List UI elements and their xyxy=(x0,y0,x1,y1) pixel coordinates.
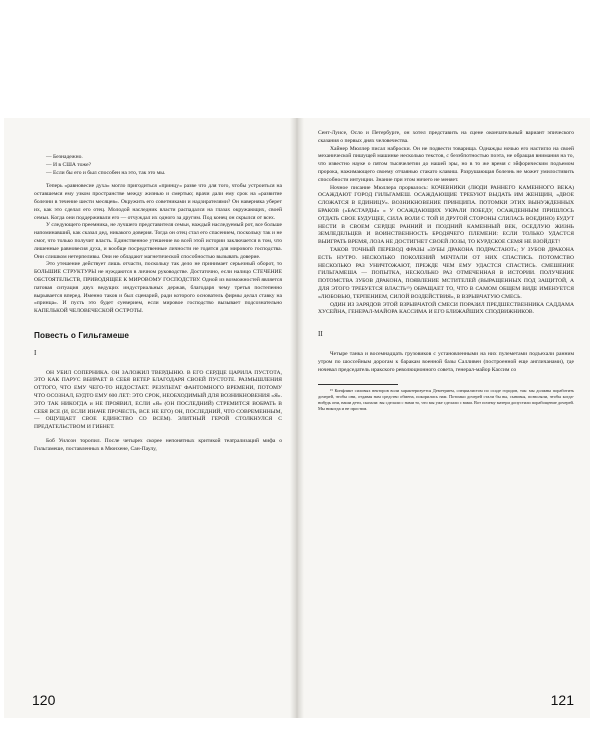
dialogue-line: — Если бы его и был способен на это, так это мы. xyxy=(46,169,166,176)
body-paragraph: ОДИН ИЗ ЗАРЯДОВ ЭТОЙ ВЗРЫВЧАТОЙ СМЕСИ ПОРАЗИЛ ПРЕДШЕСТВЕННИКА САДДАМА ХУСЕЙНА, ГЕНЕРАЛ-МАЙОРА КАССИМА И ЕГО БЛИЖАЙШИХ СПОДВИЖНИКОВ. xyxy=(318,301,574,316)
body-paragraph: Хайнер Мюллер писал наброски. Он не подвести товарища. Однажды ночью его настигло на своей механической пишущей машинке несколько текстов, с безэбпотностью поэта, не обращая внимания на то, что известно науке о пятом тысячелетии до нашей эры, но в то же время с эйфорическим подъемом пророка, нажимающего своему отчаянью стакато клавиш. Разрушающая болезнь не может умилостивить способности интуиции. Знание при этом ничего не меняет. xyxy=(318,145,574,183)
section-heading: Повесть о Гильгамеше xyxy=(34,330,130,340)
body-paragraph: Боб Уилсон торопил. После четырех скорее непонятных критикой театрализаций мифа о Гильгамеше, поставленных в Мюнхене, Сан-Паулу, xyxy=(34,437,282,452)
page-number: 120 xyxy=(32,692,56,708)
body-paragraph: Теперь «равновесие духа» могло пригодиться «принцу» разве что для того, чтобы устроиться на оставшемся ему узком пространстве между жизнью и смертью; врачи дали ему срок на «развитие болезни в течение шести месяцев». Окружить его советниками и надзирателями? Он наверняка уберет их, как это сделал его отец. Молодой наследник власти распадался на глазах окружающих, своей семьи. Когда они поддерживали его — отчуждал их одного за другим. Под конец он скрылся от всех. xyxy=(34,183,282,221)
footnote-rule xyxy=(318,384,398,385)
body-paragraph: Ночное писание Мюллера прорвалось: КОЧЕВНИКИ (ЛЮДИ РАННЕГО КАМЕННОГО ВЕКА) ОСАЖДАЮТ ГОРОД ГИЛЬГАМЕШ. ОСАЖДАЮЩИЕ ТРЕБУЮТ ВЫДАТЬ ИМ ЖЕНЩИН, «ДВОЕ СЛОЖАТСЯ В ЕДИНИЦУ». ВОЗНИКНОВЕНИЕ ПРИНЦИПА. ПОТОМКИ ЭТИХ ВЫНУЖДЕННЫХ БРАКОВ («БАСТАРДЫ» » У ОСАЖДАЮЩИХ УКРАЛИ ПОБЕДУ, ОСАЖДЕННЫМ ПРИШЛОСЬ ОТДАТЬ СВОЕ БУДУЩЕЕ, СИЛА ВОЛИ С ТОЙ И ДРУГОЙ СТОРОНЫ СЛИЛАСЬ ВОЕДИНО) БУДУТ НЕСТИ В СВОЕМ СЕРДЦЕ РАННИЙ И ПОЗДНИЙ КАМЕННЫЙ ВЕК, ОСЕДЛУЮ ЖИЗНЬ ЗЕМЛЕДЕЛЬЦЕВ И ВОИНСТВЕННОСТЬ БРОДЯЧЕГО ПЛЕМЕНИ: ЕСЛИ ТОЛЬКО УДАСТСЯ ВЫИГРАТЬ ВРЕМЯ, ЛОЗА НЕ ДОСТИГНЕТ СВОЕЙ ЛОЗЫ, ТО КУРДСКОЕ СЕМЯ НЕ ВЗОЙДЕТ! xyxy=(318,184,574,246)
body-paragraph: ТАКОВ ТОЧНЫЙ ПЕРЕВОД ФРАЗЫ «ЗУБЫ ДРАКОНА ПОДРАСТАЮТ»; У ЗУБОВ ДРАКОНА ЕСТЬ НУТРО. НЕСКОЛЬКО ПОКОЛЕНИЙ МЕЧТАЛИ ОТ НИХ СПАСТИСЬ. ПОТОМСТВО НЕСКОЛЬКО РАЗ УНИЧТОЖАЮТ, ПРЕЖДЕ ЧЕМ ЕМУ УДАСТСЯ СПАСТИСЬ. СМЕШЕНИЕ ГИЛЬГАМЕША — ПОПЫТКА, НЕСКОЛЬКО РАЗ ОТМЕЧЕННАЯ В ИСТОРИИ. ПОЛУЧЕНИЕ ПОТОМСТВА ЗУБОВ ДРАКОНА, ПОЯВЛЕНИЕ МСТИТЕЛЕЙ (ВЫРАЩЕННЫХ ПОД ЗАЩИТОЙ, А ДЛЯ ЭТОГО ТРЕБУЕТСЯ ВЛАСТЬ¹⁵) ОБРАЩАЕТ ТО, ЧТО В САМОМ ОБЩЕМ ВИДЕ ИМЕНУЕТСЯ «ЛЮБОВЬЮ, ТЕРПЕНИЕМ, СИЛОЙ ВОЗДЕЙСТВИЯ», В ВЗРЫВЧАТУЮ СМЕСЬ. xyxy=(318,246,574,300)
dialogue-line: — Безнадежно. xyxy=(46,154,83,160)
body-paragraph: Это утешение действует лишь отчасти, поскольку так дело не принимает серьезный оборот, то БОЛЬШИЕ СТРУКТУРЫ не нуждаются в личном руководстве. Достаточно, если налицо СТЕЧЕНИЕ ОБСТОЯТЕЛЬСТВ, ПРИВОДЯЩЕЕ К МИРОВОМУ ГОСПОДСТВУ. Одной из возможностей является патовая ситуация двух ведущих индустриальных держав, благодаря чему третья постепенно вырывается вперед. Именно таков и был сценарий, ради которого основатель фирмы делал ставку на «принца». И пусть это будет суеверием, если мировое господство вызывает подсознательно КАПЕЛЬКОЙ ЧЕЛОВЕЧЕСКОЙ ОСТРОТЫ. xyxy=(34,261,282,315)
footnote: ¹⁵ Конфликт силовых векторов воли характеризуется Деметрием, специалистом по осаде городов, так: мы должны поработить дочерей, чтобы они, отдавая нам средство обмена, покорились нам. Потомки дочерей стали бы вы, сыновья, позволяли, чтобы когда-нибудь они, наши дети, сказали: вы сделали с нами то, что мы уже сделали с вами. Вот почему матери допустили порабощение дочерей. Мы никогда и не простим. xyxy=(318,388,574,412)
page-number: 121 xyxy=(550,692,574,708)
right-page xyxy=(304,118,590,718)
section-number: II xyxy=(318,330,323,339)
dialogue-line: — И в США тоже? xyxy=(46,161,92,168)
section-number: I xyxy=(34,348,37,357)
body-paragraph: ОН УБИЛ СОПЕРНИКА. ОН ЗАЛОЖИЛ ТВЕРДЫНЮ. В ЕГО СЕРДЦЕ ЦАРИЛА ПУСТОТА, ЭТО КАК ПАРУС ВБИРАЕТ В СЕБЯ ВЕТЕР БЛАГОДАРЯ СВОЕЙ ПУСТОТЕ. РАЗМЫШЛЕНИЯ ОТТОГО, ЧТО ЕМУ ЧЕГО-ТО НЕДОСТАЕТ. РЕЗУЛЬТАТ ФАНТОМНОГО ВРЕМЕНИ, ПОТОМУ ЧТО ОСОЗНАЛ, БУДТО ЕМУ 600 ЛЕТ: ЭТО СРОК, НЕОБХОДИМЫЙ ДЛЯ ВОЗНИКНОВЕНИЯ «Я». ЭТО ТАК НИКОГДА и НЕ ПРОЯВИЛ, ЕСЛИ «Я» (ОН ПОСЛЕДНИЙ) СТРЕМИТСЯ ВОБРАТЬ В СЕБЯ ВСЕ (И, ЕСЛИ ИНАЧЕ ПРОЧЕСТЬ, ВСЕ НЕ ЕГО) ОН, ПОСЛЕДНИЙ, ЧТО СОВРЕМЕННЫМ, — ОЩУЩАЕТ СВОЕ ЕДИНСТВО СО ВСЕМ). ЭЛИТНЫЙ ГЕРОЙ СТОЛКНУЛСЯ С ПРЕДАТЕЛЬСТВОМ И ГИБНЕТ. xyxy=(34,369,282,431)
right-text-column xyxy=(304,118,590,412)
body-paragraph: У следующего преемника, не лучшего представителя семьи, наждый наследуемый рот, все больше напоминавший, как сказал дед, никакого доверия. Тогда он отец стал его спасением, поскольку так и не смог, что только получит власть. Единственное утешение во всей этой истории заключается в том, что лишенные равновесия духа, и вообще посредственные личности не годятся для мирового господства. Они слишком нетерпеливы. Они не обладают магнетической способностью вызывать доверие. xyxy=(34,222,282,260)
book-gutter xyxy=(290,118,304,718)
body-paragraph: Сент-Луисе, Осло и Петербурге, он хотел представить на сцене окончательный вариант эпического сказания о первых днях человечества. xyxy=(318,130,574,144)
body-paragraph: Четыре танка и восемнадцать грузовиков с установленными на них пулеметами подъехали ранним утром по шоссейным дорогам к баракам военной базы Салливен (построенной еще англичанами), где ночевал председатель иракского революционного совета, генерал-майор Кассим со xyxy=(318,350,574,373)
left-text-column xyxy=(4,118,290,454)
left-page xyxy=(4,118,290,718)
